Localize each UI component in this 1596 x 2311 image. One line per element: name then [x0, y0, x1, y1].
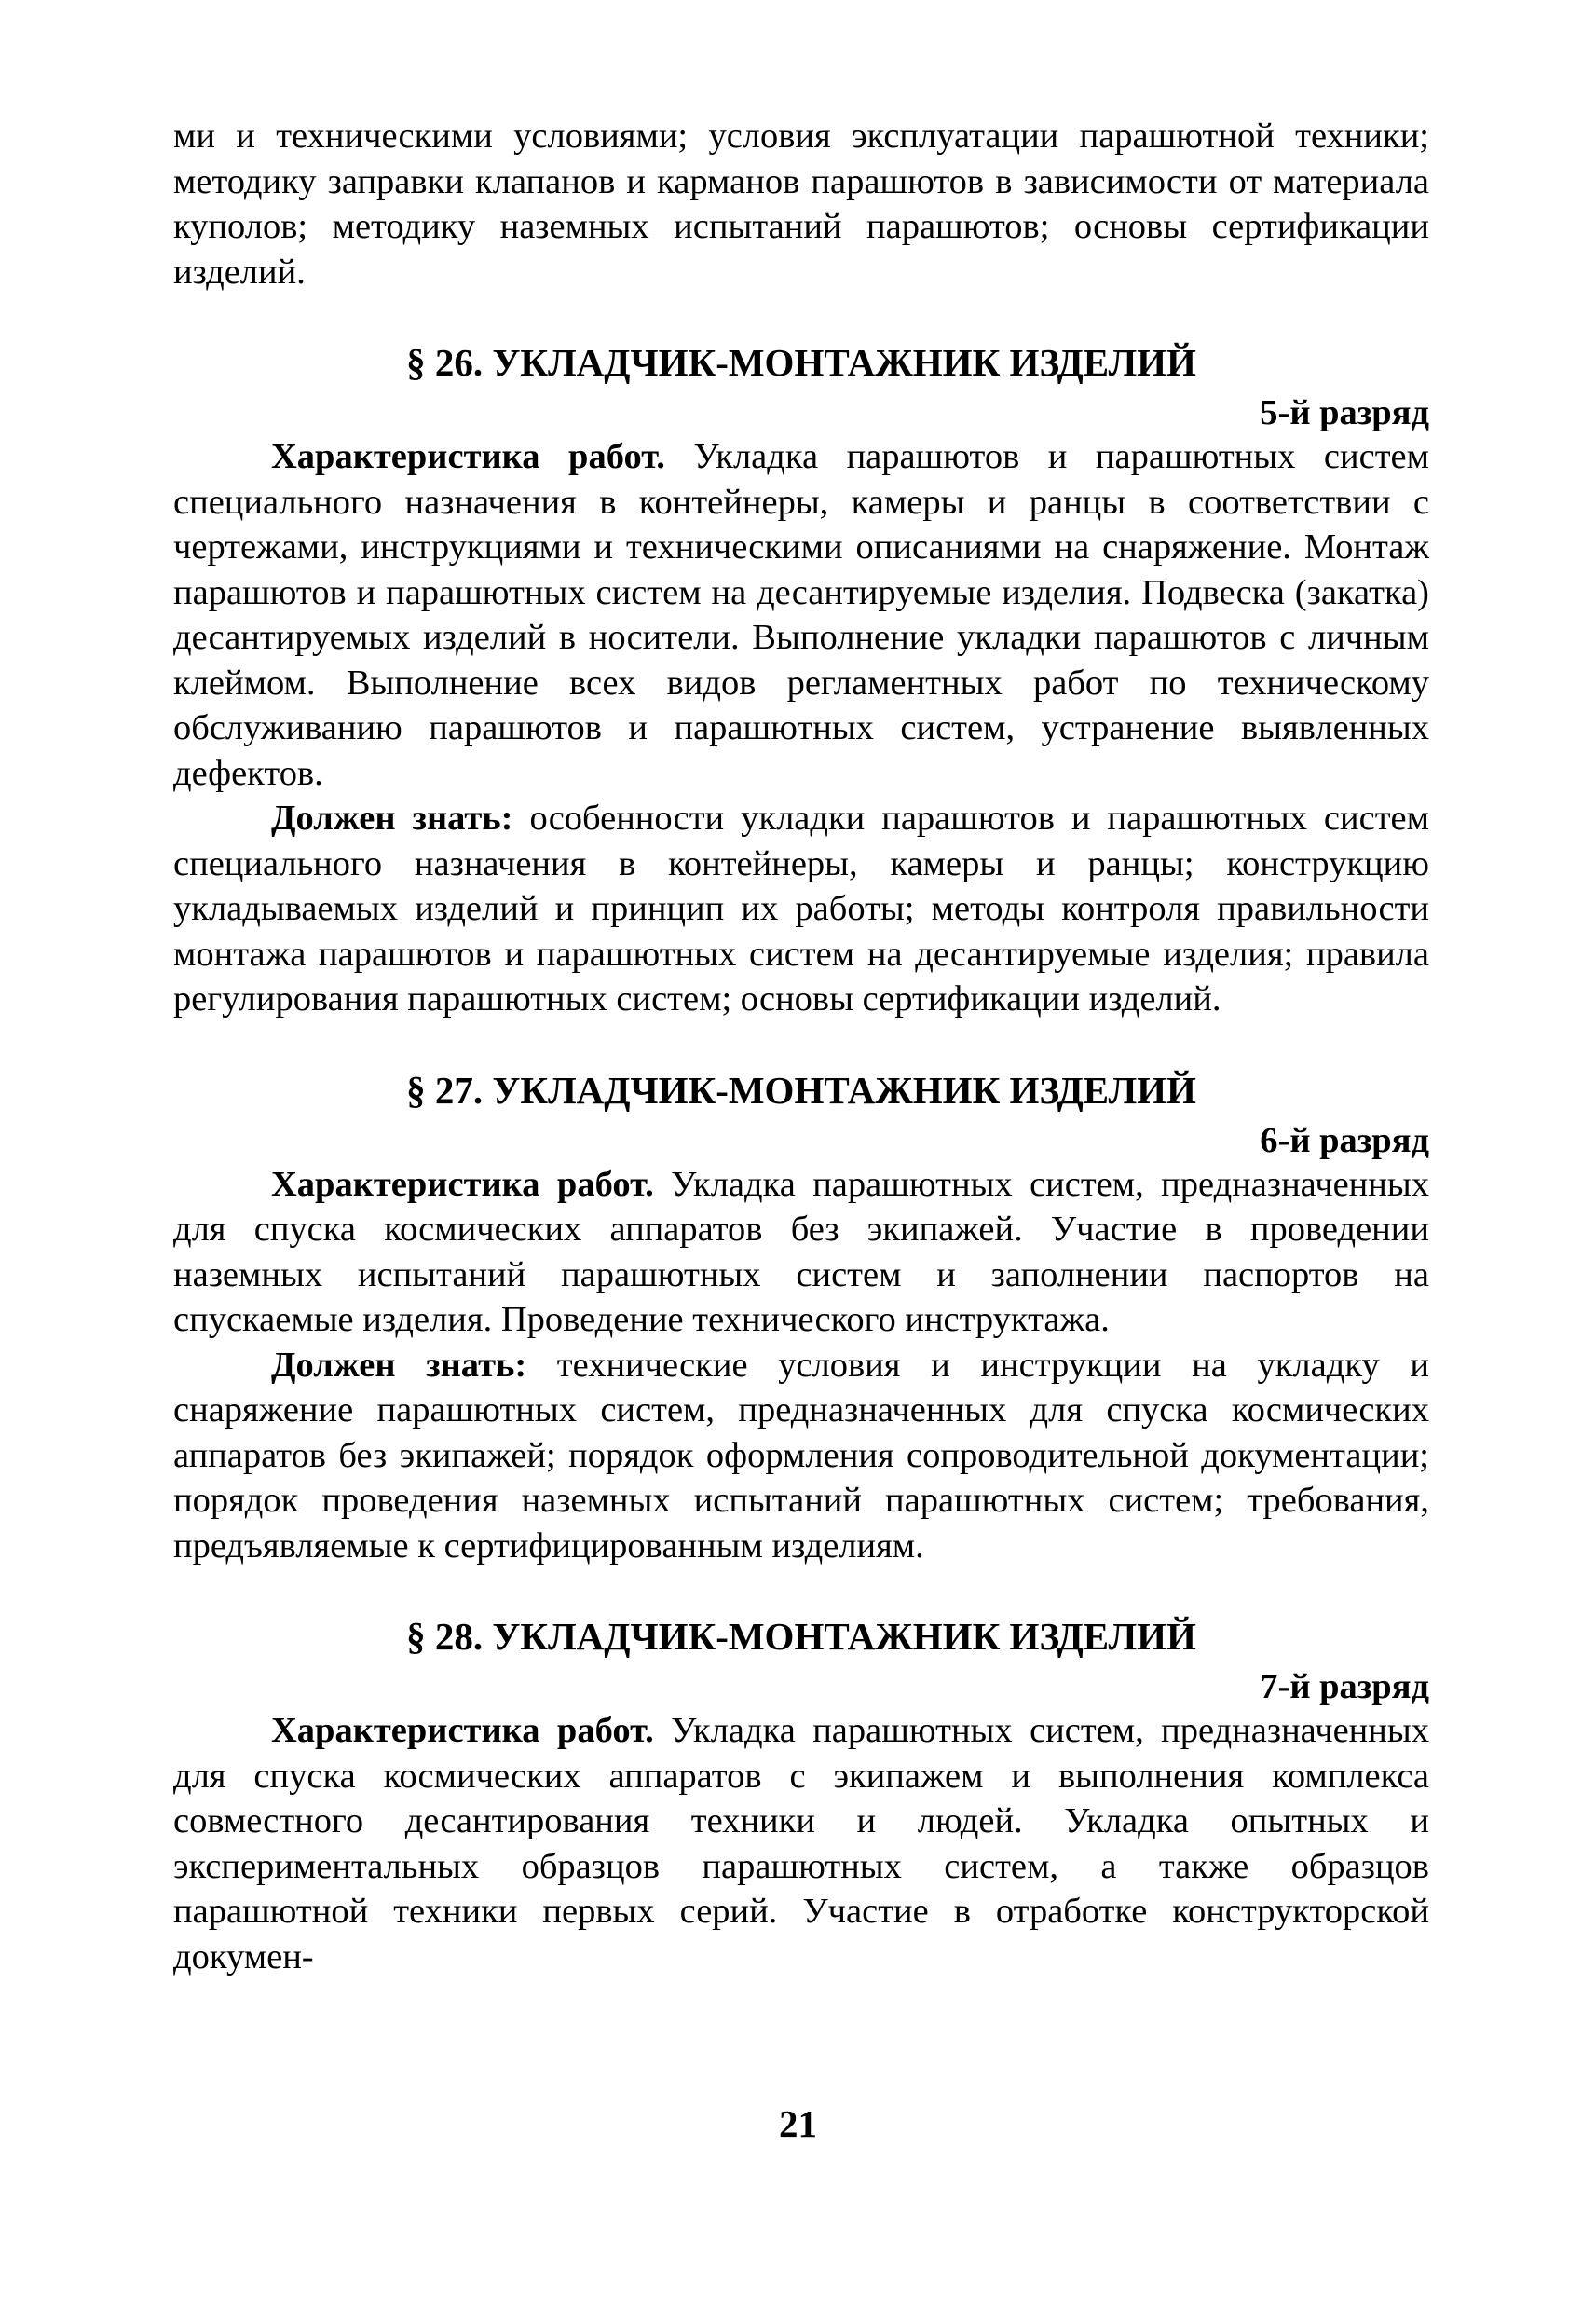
page-content	[173, 114, 1429, 1979]
must-know-text: технические условия и инструкции на укладку и снаряжение парашютных систем, предназначенных для спуска космических аппаратов без экипажей; порядок оформления сопроводительной документации; порядок проведения наземных испытаний парашютных систем; требования, предъявляемые к сертифицированным изделиям.	[173, 1345, 1429, 1566]
characteristics-text: Укладка парашютов и парашютных систем специального назначения в контейнеры, камеры и ранцы в соответствии с чертежами, инструкциями и техническими описаниями на снаряжение. Монтаж парашютов и парашютных систем на десантируемые изделия. Подвеска (закатка) десантируемых изделий в носители. Выполнение укладки парашютов с личным клеймом. Выполнение всех видов регламентных работ по техническому обслуживанию парашютов и парашютных систем, устранение выявленных дефектов.	[173, 437, 1429, 793]
section-heading: § 28. УКЛАДЧИК-МОНТАЖНИК ИЗДЕЛИЙ	[406, 1615, 1196, 1658]
section-grade: 7-й разряд	[1260, 1667, 1429, 1706]
characteristics-label: Характеристика работ.	[271, 437, 665, 476]
characteristics-label: Характеристика работ.	[271, 1164, 654, 1204]
work-characteristics-paragraph	[173, 434, 1429, 796]
characteristics-text: Укладка парашютных систем, предназначенных для спуска космических аппаратов без экипажей. Участие в проведении наземных испытаний парашютных систем и заполнении паспортов на спускаемые изделия. Проведение технического инструктажа.	[173, 1164, 1429, 1339]
section-grade: 5-й разряд	[1260, 393, 1429, 432]
characteristics-label: Характеристика работ.	[271, 1711, 654, 1750]
section-heading: § 27. УКЛАДЧИК-МОНТАЖНИК ИЗДЕЛИЙ	[406, 1068, 1196, 1112]
intro-paragraph: ми и техническими условиями; условия эксплуатации парашютной техники; методику заправки клапанов и карманов парашютов в зависимости от материала куполов; методику наземных испытаний парашютов; основы сертификации изделий.	[173, 116, 1429, 292]
must-know-label: Должен знать:	[271, 1345, 527, 1385]
work-characteristics-paragraph	[173, 1162, 1429, 1343]
must-know-paragraph	[173, 796, 1429, 1022]
section-heading: § 26. УКЛАДЧИК-МОНТАЖНИК ИЗДЕЛИЙ	[406, 341, 1196, 384]
section-26	[173, 339, 1429, 1022]
must-know-text: особенности укладки парашютов и парашютных систем специального назначения в контейнеры, камеры и ранцы; конструкцию укладываемых изделий и принцип их работы; методы контроля правильности монтажа парашютов и парашютных систем на десантируемые изделия; правила регулирования парашютных систем; основы сертификации изделий.	[173, 799, 1429, 1019]
section-27	[173, 1067, 1429, 1569]
characteristics-text: Укладка парашютных систем, предназначенных для спуска космических аппаратов с экипажем и выполнения комплекса совместного десантирования техники и людей. Укладка опытных и экспериментальных образцов парашютных систем, а также образцов парашютной техники первых серий. Участие в отработке конструкторской докумен-	[173, 1711, 1429, 1976]
page-number: 21	[779, 2102, 817, 2145]
work-characteristics-paragraph	[173, 1708, 1429, 1979]
section-grade: 6-й разряд	[1260, 1120, 1429, 1160]
must-know-label: Должен знать:	[271, 799, 513, 838]
must-know-paragraph	[173, 1343, 1429, 1569]
section-28	[173, 1613, 1429, 1979]
